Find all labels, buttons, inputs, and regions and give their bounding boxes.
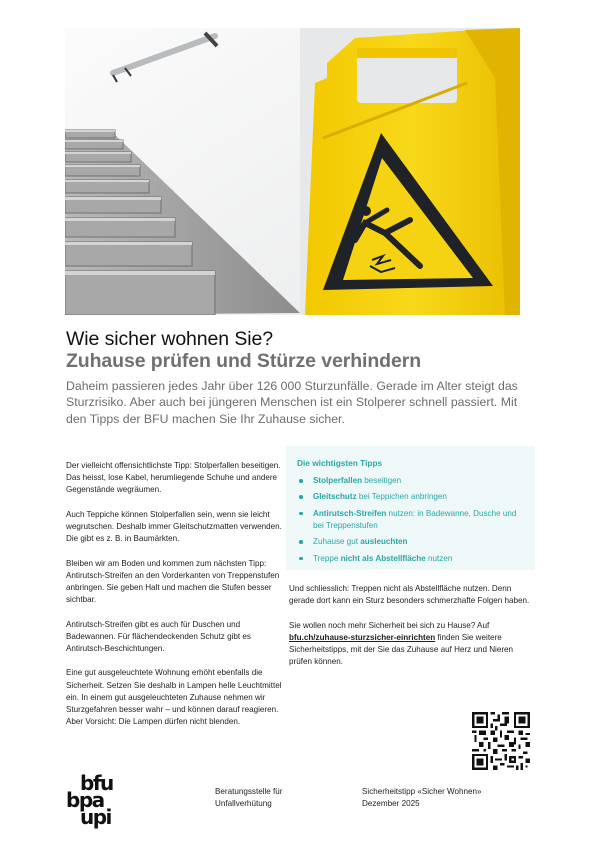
body-paragraph: Bleiben wir am Boden und kommen zum nächsten Tipp: Antirutsch-Streifen an den Vorderkanten von Treppenstufen anbringen. Sie geben Halt und machen die Stufen besser sichtbar. xyxy=(66,558,280,605)
body-paragraph: Auch Teppiche können Stolperfallen sein, wenn sie leicht wegrutschen. Deshalb immer Gleitschutzmatten verwenden. Die gibt es z. B. in Baumärkten. xyxy=(66,509,282,544)
footer-organization: Beratungsstelle für Unfallverhütung xyxy=(215,787,283,809)
tip-item: Gleitschutz bei Teppichen anbringen xyxy=(297,491,525,503)
bullet-icon xyxy=(299,495,303,499)
bfu-website-link[interactable]: bfu.ch/zuhause-sturzsicher-einrichten xyxy=(289,632,436,642)
body-paragraph: Antirutsch-Streifen gibt es auch für Duschen und Badewannen. Für flächendeckenden Schutz gibt es Antirutsch-Beschichtungen. xyxy=(66,619,251,653)
bullet-icon xyxy=(299,540,303,544)
bullet-icon xyxy=(299,479,303,483)
body-paragraph: Der vielleicht offensichtlichste Tipp: Stolperfallen beseitigen. Das heisst, lose Kabel, herumliegende Schuhe und andere Gegenstände wegräumen. xyxy=(66,461,281,495)
right-column xyxy=(289,583,534,681)
page-subtitle: Zuhause prüfen und Stürze verhindern xyxy=(66,350,422,372)
bullet-icon xyxy=(299,512,303,516)
bfu-logo: bfu bpa upi xyxy=(66,771,113,829)
tips-box xyxy=(286,446,535,570)
left-column xyxy=(66,460,282,741)
bullet-icon xyxy=(299,557,303,561)
tip-item: Treppe nicht als Abstellfläche nutzen xyxy=(297,553,525,565)
tip-item: Antirutsch-Streifen nutzen: in Badewanne, Dusche und bei Treppenstufen xyxy=(297,508,525,532)
body-paragraph: Eine gut ausgeleuchtete Wohnung erhöht ebenfalls die Sicherheit. Setzen Sie deshalb in Lampen helle Leuchtmittel ein. In einem gut ausgeleuchteten Zuhause nehmen wir Sturzgefahren besser wahr – und können darauf reagieren. Aber Vorsicht: Die Lampen dürfen nicht blenden. xyxy=(66,668,282,727)
warning-sign-stairs-photo xyxy=(65,28,520,315)
page-title: Wie sicher wohnen Sie? xyxy=(66,328,273,350)
lead-paragraph: Daheim passieren jedes Jahr über 126 000 Sturzunfälle. Gerade im Alter steigt das Sturzrisiko. Aber auch bei jüngeren Menschen ist ein Stolperer schnell passiert. Mit den Tipps der BFU machen Sie Ihr Zuhause sicher. xyxy=(66,379,518,426)
footer-publication-info: Sicherheitstipp «Sicher Wohnen» Dezember 2025 xyxy=(362,787,482,809)
tips-list xyxy=(297,475,525,565)
qr-code xyxy=(472,712,530,770)
hero-image xyxy=(65,28,520,315)
tips-title: Die wichtigsten Tipps xyxy=(297,458,383,468)
body-paragraph: Sie wollen noch mehr Sicherheit bei sich zu Hause? Auf bfu.ch/zuhause-sturzsicher-einrichten finden Sie weitere Sicherheitstipps, mit der Sie das Zuhause auf Herz und Nieren prüfen können. xyxy=(289,620,514,667)
tip-item: Stolperfallen beseitigen xyxy=(297,475,525,487)
qr-code-icon xyxy=(472,712,530,770)
tip-item: Zuhause gut ausleuchten xyxy=(297,536,525,548)
body-paragraph: Und schliesslich: Treppen nicht als Abstellfläche nutzen. Denn gerade dort kann ein Sturz besonders schmerzhafte Folgen haben. xyxy=(289,584,530,606)
